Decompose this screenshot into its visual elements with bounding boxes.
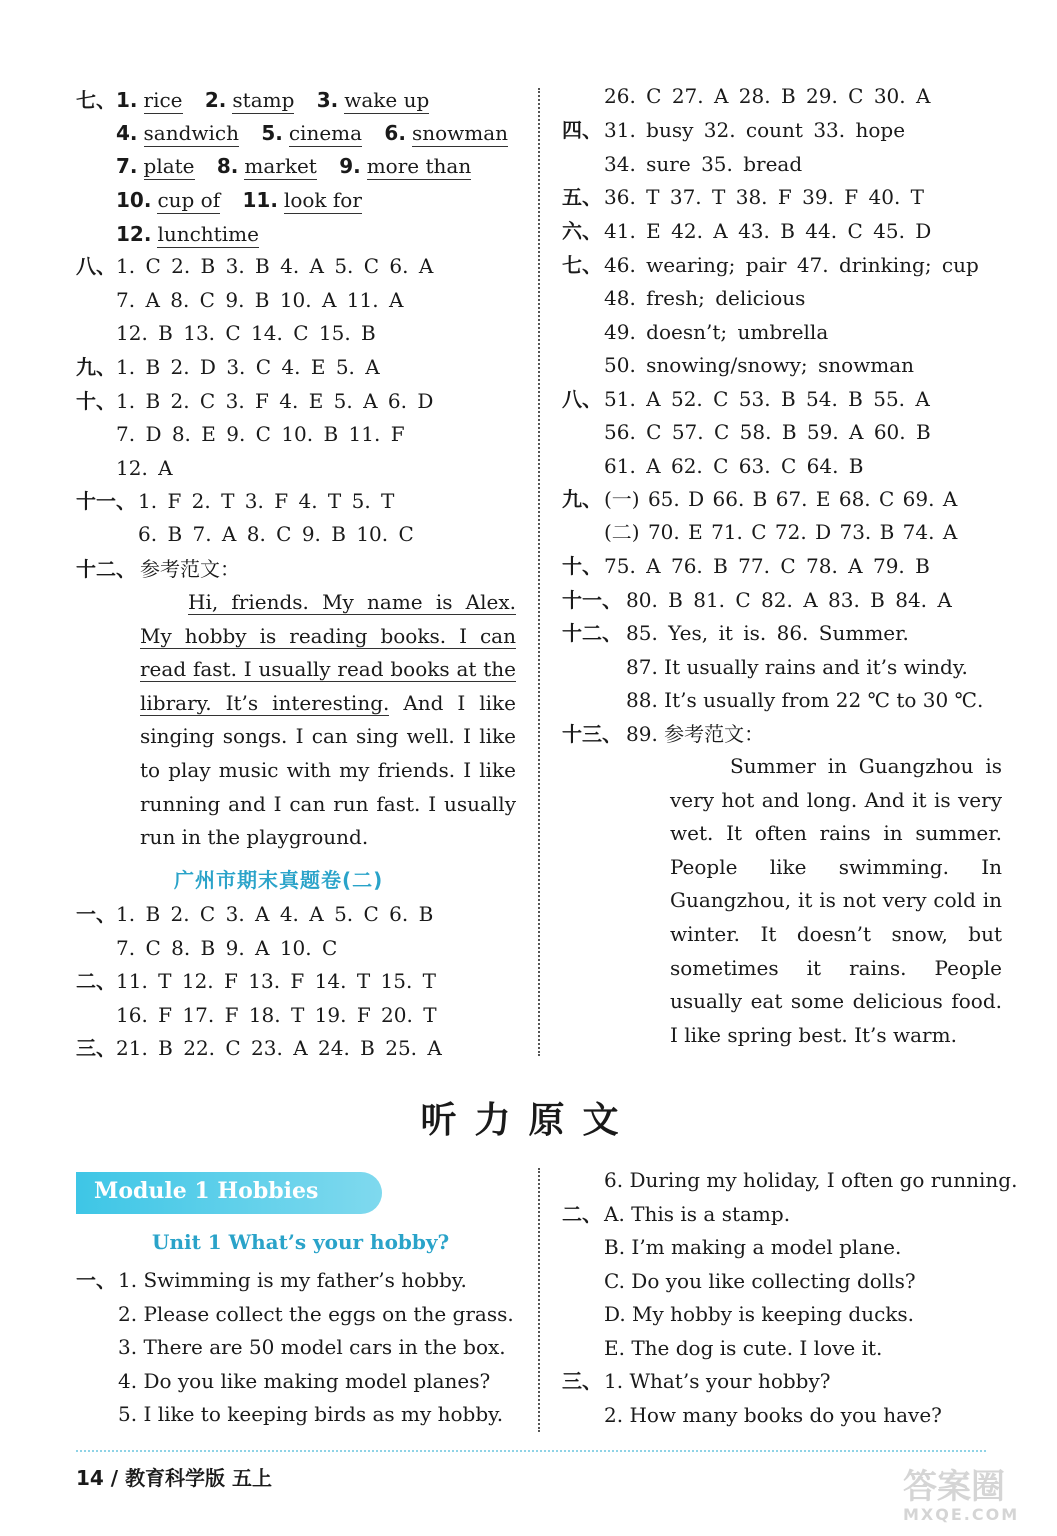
section-10-label: 十、 [76, 389, 116, 413]
right-section-12-label: 十二、 [562, 621, 622, 645]
listening-item-3: 3. There are 50 model cars in the box. [118, 1335, 506, 1359]
right-section-9-line-2: (二) 70. E 71. C 72. D 73. B 74. A [604, 520, 958, 544]
section-12-label: 十二、 [76, 557, 136, 581]
section-11-label: 十一、 [76, 489, 136, 513]
paper2-section-1-label: 一、 [76, 902, 116, 926]
section-10-line-1: 1. B 2. C 3. F 4. E 5. A 6. D [116, 389, 434, 413]
section-8-line-3: 12. B 13. C 14. C 15. B [116, 321, 376, 345]
right-section-7-line-4: 50. snowing/snowy; snowman [604, 353, 915, 377]
paper2-section-2-label: 二、 [76, 969, 116, 993]
module-banner [76, 1172, 382, 1214]
listening-section-3-label: 三、 [562, 1369, 602, 1393]
listening-option-a: A. This is a stamp. [604, 1202, 791, 1226]
listening-option-b: B. I’m making a model plane. [604, 1235, 902, 1259]
section-8-line-2: 7. A 8. C 9. B 10. A 11. A [116, 288, 404, 312]
section-8-line-1: 1. C 2. B 3. B 4. A 5. C 6. A [116, 254, 434, 278]
watermark-top: 答案圈 [903, 1467, 1005, 1507]
reference-essay-label: 参考范文： [140, 557, 240, 581]
watermark-bottom: MXQE.COM [903, 1505, 1020, 1524]
paper2-section-3-label: 三、 [76, 1036, 116, 1060]
right-section-9-line-1: (一) 65. D 66. B 67. E 68. C 69. A [604, 487, 958, 511]
paper2-section-1-line-2: 7. C 8. B 9. A 10. C [116, 936, 338, 960]
section-7-line-1: 1. rice 2. stamp 3. wake up [116, 88, 430, 112]
right-section-6-label: 六、 [562, 219, 602, 243]
section-11-line-2: 6. B 7. A 8. C 9. B 10. C [138, 522, 414, 546]
section-7-label: 七、 [76, 88, 116, 112]
module-title: Module 1 Hobbies [94, 1178, 319, 1204]
right-section-8-line-2: 56. C 57. C 58. B 59. A 60. B [604, 420, 931, 444]
right-reference-essay: Summer in Guangzhou is very hot and long. And it is very wet. It often rains in summer. People like swimming. In Guangzhou, it is not very cold in winter. It doesn’t snow, but sometimes it rains. People usually eat some delicious food. I like spring best. It’s warm. [670, 754, 1002, 1047]
right-section-11-line-1: 80. B 81. C 82. A 83. B 84. A [626, 588, 952, 612]
listening-s3-item-2: 2. How many books do you have? [604, 1403, 942, 1427]
listening-option-c: C. Do you like collecting dolls? [604, 1269, 916, 1293]
right-section-12-line-2: 87. It usually rains and it’s windy. [626, 655, 968, 679]
right-section-4-label: 四、 [562, 118, 602, 142]
right-section-10-line-1: 75. A 76. B 77. C 78. A 79. B [604, 554, 930, 578]
section-10-line-2: 7. D 8. E 9. C 10. B 11. F [116, 422, 405, 446]
right-section-13-label: 十三、 [562, 722, 622, 746]
listening-section-title: 听力原文 [420, 1100, 637, 1141]
right-section-12-line-1: 85. Yes, it is. 86. Summer. [626, 621, 909, 645]
right-section-7-line-3: 49. doesn’t; umbrella [604, 320, 829, 344]
right-section-8-line-1: 51. A 52. C 53. B 54. B 55. A [604, 387, 930, 411]
right-section-6-line-1: 41. E 42. A 43. B 44. C 45. D [604, 219, 932, 243]
paper2-section-3-line-1: 21. B 22. C 23. A 24. B 25. A [116, 1036, 442, 1060]
watermark-logo [903, 1468, 1043, 1530]
paper2-section-1-line-1: 1. B 2. C 3. A 4. A 5. C 6. B [116, 902, 434, 926]
right-section-8-label: 八、 [562, 387, 602, 411]
right-section-7-line-2: 48. fresh; delicious [604, 286, 806, 310]
listening-item-1: 1. Swimming is my father’s hobby. [118, 1268, 467, 1292]
right-section-13-line-1: 89. 参考范文： [626, 722, 765, 746]
listening-item-2: 2. Please collect the eggs on the grass. [118, 1302, 514, 1326]
reference-essay: Hi, friends. My name is Alex. My hobby is reading books. I can read fast. I usually read books at the library. It’s interesting. And I like singing songs. I can sing well. I like to play music with my friends. I like running and I can run fast. I usually run in the playground. [140, 590, 516, 850]
section-8-label: 八、 [76, 254, 116, 278]
listening-section-2-label: 二、 [562, 1202, 602, 1226]
paper2-section-2-line-1: 11. T 12. F 13. F 14. T 15. T [116, 969, 437, 993]
paper2-section-2-line-2: 16. F 17. F 18. T 19. F 20. T [116, 1003, 437, 1027]
section-9-label: 九、 [76, 355, 116, 379]
right-section-5-label: 五、 [562, 185, 602, 209]
section-7-line-4: 10. cup of 11. look for [116, 188, 362, 212]
listening-item-4: 4. Do you like making model planes? [118, 1369, 491, 1393]
section-7-line-2: 4. sandwich 5. cinema 6. snowman [116, 121, 509, 145]
section-10-line-3: 12. A [116, 456, 173, 480]
section-7-line-5: 12. lunchtime [116, 222, 259, 246]
section-9-line-1: 1. B 2. D 3. C 4. E 5. A [116, 355, 380, 379]
right-line-26-30: 26. C 27. A 28. B 29. C 30. A [604, 84, 931, 108]
right-section-4-line-1: 31. busy 32. count 33. hope [604, 118, 906, 142]
right-section-8-line-3: 61. A 62. C 63. C 64. B [604, 454, 864, 478]
page-footer: 14 / 教育科学版 五上 [76, 1466, 273, 1490]
listening-option-d: D. My hobby is keeping ducks. [604, 1302, 915, 1326]
right-section-5-line-1: 36. T 37. T 38. F 39. F 40. T [604, 185, 925, 209]
right-section-9-label: 九、 [562, 487, 602, 511]
section-11-line-1: 1. F 2. T 3. F 4. T 5. T [138, 489, 395, 513]
right-section-4-line-2: 34. sure 35. bread [604, 152, 803, 176]
listening-item-5: 5. I like to keeping birds as my hobby. [118, 1402, 504, 1426]
right-section-11-label: 十一、 [562, 588, 622, 612]
listening-s3-item-1: 1. What’s your hobby? [604, 1369, 831, 1393]
listening-option-e: E. The dog is cute. I love it. [604, 1336, 883, 1360]
listening-item-6: 6. During my holiday, I often go running. [604, 1168, 1018, 1192]
right-section-7-label: 七、 [562, 253, 602, 277]
section-7-line-3: 7. plate 8. market 9. more than [116, 154, 472, 178]
right-section-7-line-1: 46. wearing; pair 47. drinking; cup [604, 253, 979, 277]
column-divider [538, 88, 540, 1056]
right-section-10-label: 十、 [562, 554, 602, 578]
footer-rule [76, 1450, 986, 1452]
listening-section-1-label: 一、 [76, 1268, 116, 1292]
right-section-12-line-3: 88. It’s usually from 22 ℃ to 30 ℃. [626, 688, 984, 712]
paper-2-title: 广州市期末真题卷(二) [174, 868, 384, 892]
column-divider-lower [538, 1168, 540, 1432]
unit-title: Unit 1 What’s your hobby? [152, 1230, 450, 1254]
